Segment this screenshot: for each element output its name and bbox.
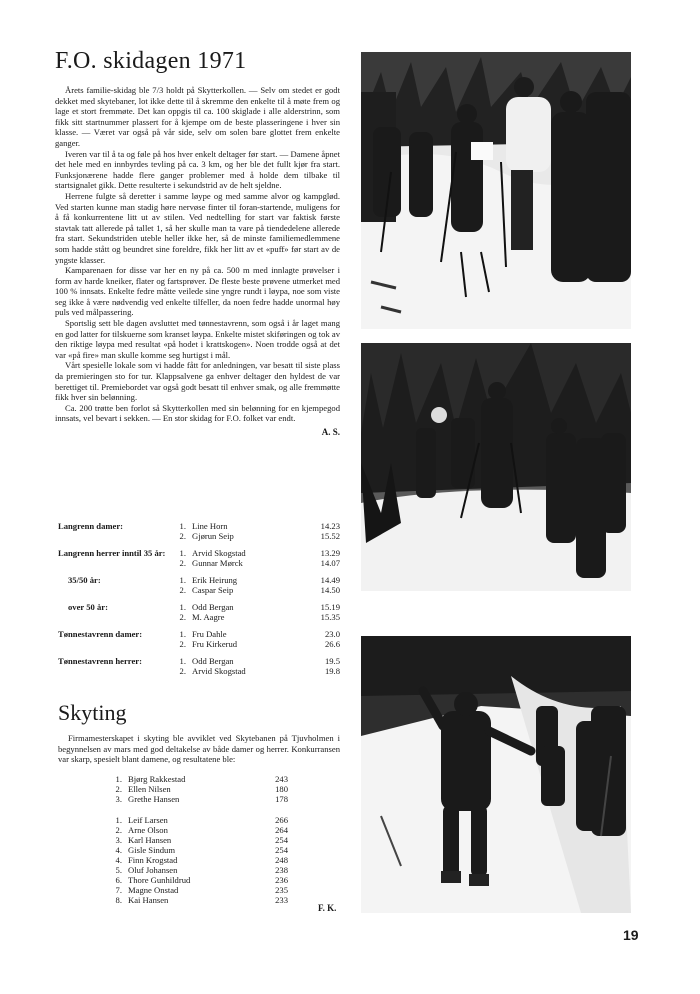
result-entry: 2. Fru Kirkerud 26.6 bbox=[179, 639, 340, 649]
photo-child-snow bbox=[361, 636, 631, 913]
men-scores-list bbox=[108, 815, 288, 905]
result-entry: 1. Arvid Skogstad 13.29 bbox=[179, 548, 340, 558]
photo-ski-start bbox=[361, 52, 631, 329]
article-paragraph: Ca. 200 trøtte ben forlot så Skytterkollen med sin belønning for en kjempegod innsats, vel bevart i sekken. — En stor skidag for F.O. folket var endt. bbox=[55, 402, 340, 424]
skyting-body bbox=[58, 733, 340, 765]
result-category: Langrenn damer: bbox=[58, 521, 124, 531]
ski-results-table bbox=[58, 521, 340, 683]
result-entry: 2. M. Aagre 15.35 bbox=[179, 612, 340, 622]
score-row: 6. Thore Gunhildrud 236 bbox=[115, 875, 288, 885]
result-entry: 1. Line Horn 14.23 bbox=[179, 521, 340, 531]
score-row: 1. Leif Larsen 266 bbox=[115, 815, 288, 825]
result-group bbox=[58, 656, 340, 676]
result-entry: 2. Caspar Seip 14.50 bbox=[179, 585, 340, 595]
article-signature: A. S. bbox=[321, 427, 340, 437]
result-entry: 1. Fru Dahle 23.0 bbox=[179, 629, 340, 639]
score-row: 2. Arne Olson 264 bbox=[115, 825, 288, 835]
result-entry: 2. Gunnar Mørck 14.07 bbox=[179, 558, 340, 568]
article-title: F.O. skidagen 1971 bbox=[55, 48, 247, 74]
skyting-signature: F. K. bbox=[318, 903, 337, 913]
photo-skier-forest bbox=[361, 343, 631, 591]
skyting-title: Skyting bbox=[58, 700, 127, 725]
article-paragraph: Kamparenaen for disse var her en ny på ca. 500 m med innlagte prøvelser i form av harde kneiker, flater og fartsprøver. De fleste beste prøvene utmerket med 100 % innsats. Enkelte fedre måtte veilede sine yngre rundt i løypa, noe som viste seg ikke å være nødvendig ved enkelte tilfeller, da noen fedre hadde unormal høy puls ved målpassering. bbox=[55, 265, 340, 318]
photo-skier-forest-image bbox=[361, 343, 631, 591]
score-row: 4. Gisle Sindum 254 bbox=[115, 845, 288, 855]
result-entry: 1. Odd Bergan 15.19 bbox=[179, 602, 340, 612]
result-entry: 2. Arvid Skogstad 19.8 bbox=[179, 666, 340, 676]
article-column bbox=[55, 48, 340, 437]
result-group bbox=[58, 629, 340, 649]
result-category: Langrenn herrer inntil 35 år: bbox=[58, 548, 166, 558]
article-paragraph: Sportslig sett ble dagen avsluttet med tønnestavrenn, som også i år laget mang en god latter for tilskuerne som kranset løypa. Enkelte mistet skiføringen og tok av den riktige løypa med resultat «på hodet i krattskogen». Noen trodde også at det var «på fire» man skulle komme seg hurtigst i mål. bbox=[55, 318, 340, 360]
result-category: Tønnestavrenn herrer: bbox=[58, 656, 142, 666]
result-entry: 1. Odd Bergan 19.5 bbox=[179, 656, 340, 666]
result-group bbox=[58, 521, 340, 541]
score-row: 8. Kai Hansen 233 bbox=[115, 895, 288, 905]
result-category: 35/50 år: bbox=[68, 575, 101, 585]
score-row: 7. Magne Onstad 235 bbox=[115, 885, 288, 895]
score-row: 4. Finn Krogstad 248 bbox=[115, 855, 288, 865]
score-row: 2. Ellen Nilsen 180 bbox=[115, 784, 288, 794]
article-paragraph: Iveren var til å ta og føle på hos hver enkelt deltager før start. — Damene åpnet det hele med en innbyrdes tevling på ca. 3 km, og her ble det fullt kjør fra start. Funksjonærene hadde flere ganger problemer med å holde dem tilbake til startsignalet gikk. Dette resulterte i sekundstrid av de helt sjeldne. bbox=[55, 148, 340, 191]
score-row: 1. Bjørg Rakkestad 243 bbox=[115, 774, 288, 784]
score-row: 3. Karl Hansen 254 bbox=[115, 835, 288, 845]
result-category: Tønnestavrenn damer: bbox=[58, 629, 143, 639]
result-group bbox=[58, 575, 340, 595]
result-entry: 1. Erik Heirung 14.49 bbox=[179, 575, 340, 585]
result-category: over 50 år: bbox=[68, 602, 108, 612]
score-row: 5. Oluf Johansen 238 bbox=[115, 865, 288, 875]
result-entry: 2. Gjørun Seip 15.52 bbox=[179, 531, 340, 541]
women-scores-list bbox=[108, 774, 288, 804]
photo-ski-start-image bbox=[361, 52, 631, 329]
page-number: 19 bbox=[623, 927, 639, 943]
result-group bbox=[58, 548, 340, 568]
article-paragraph: Vårt spesielle lokale som vi hadde fått for anledningen, var besatt til siste plass da premieringen sto for tur. Klappsalvene ga enhver deltager den hyldest de var berettiget til. Premiebordet var også godt besatt til enhver smak, og alle fremmøtte fikk hver sin belønning. bbox=[55, 360, 340, 403]
skyting-paragraph: Firmamesterskapet i skyting ble avviklet ved Skytebanen på Tjuvholmen i begynnelsen av mars med god deltakelse av både damer og herrer. Konkurransen var skarp, spesielt blant damene, og resultatene ble: bbox=[58, 733, 340, 765]
article-body bbox=[55, 85, 340, 424]
result-group bbox=[58, 602, 340, 622]
article-paragraph: Herrene fulgte så deretter i samme løype og med samme alvor og kampglød. Ved starten kunne man stadig høre nervøse finter til foran-startende, muligens for å få konkurrentene litt ut av stilen. Ved nedtelling for start var faktisk første stavtak tatt allerede på tallet 1, så her skulle man ta vare på tiendedelene allerede fra start. Sekundstriden uteble heller ikke her, så de minste familiemedlemmene som hadde stått og beundret sine foreldre, fikk her litt av et «puff» før start av de yngste klasser. bbox=[55, 190, 340, 265]
article-paragraph: Årets familie-skidag ble 7/3 holdt på Skytterkollen. — Selv om stedet er godt dekket med skytebaner, lot ikke dette til å skremme den enkelte til å møte frem og lage et stort fremmøte. Det kan oppgis til ca. 100 skiglade i alle alderstrinn, som fikk sitt startnummer plassert for å kjempe om de beste plasseringene i hver sin klasse. — Været var også på vår side, selv om solen bare glottet frem enkelte ganger. bbox=[55, 85, 340, 148]
score-row: 3. Grethe Hansen 178 bbox=[115, 794, 288, 804]
photo-child-snow-image bbox=[361, 636, 631, 913]
